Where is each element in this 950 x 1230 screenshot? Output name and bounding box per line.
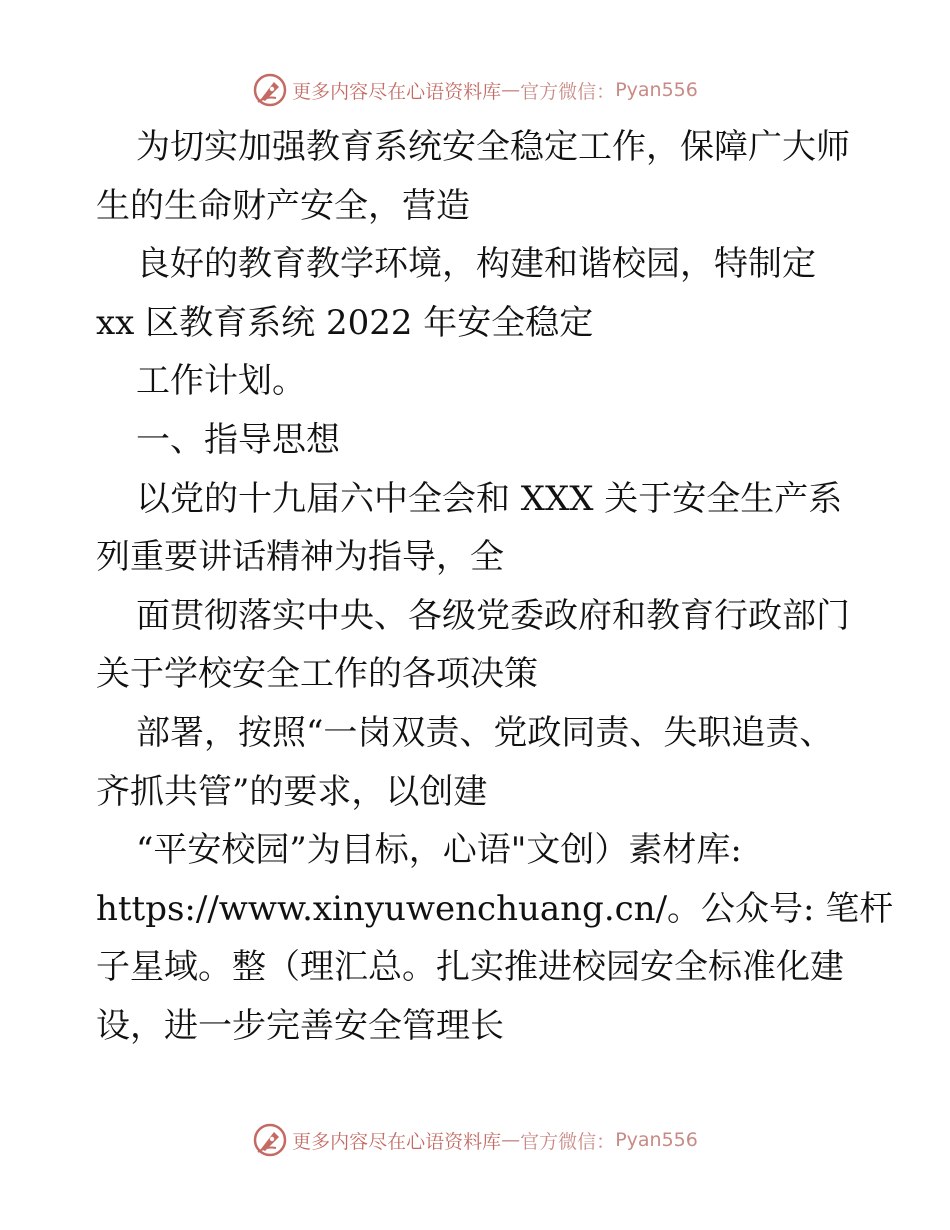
document-line-10: 关于学校安全工作的各项决策	[96, 654, 538, 695]
document-line-4: xx 区教育系统 2022 年安全稳定	[96, 302, 594, 343]
document-line-13: “平安校园”为目标，心语"文创）素材库:	[136, 830, 742, 871]
watermark-wechat-label: 官方微信：	[520, 80, 616, 103]
document-body	[96, 118, 894, 1056]
document-line-1: 为切实加强教育系统安全稳定工作，保障广大师	[136, 127, 850, 167]
pen-nib-logo-icon	[252, 72, 288, 108]
watermark-separator: —	[501, 79, 521, 101]
document-line-11: 部署，按照“一岗双责、党政同责、失职追责、	[136, 712, 834, 753]
watermark-wechat-id: Pyan556	[615, 1129, 698, 1151]
document-line-14: https://www.xinyuwenchuang.cn/。公众号: 笔杆	[96, 888, 894, 929]
watermark-brand-text: 更多内容尽在心语资料库	[292, 80, 502, 103]
watermark-brand-text: 更多内容尽在心语资料库	[292, 1130, 502, 1153]
document-line-2: 生的生命财产安全，营造	[96, 185, 470, 226]
document-line-5: 工作计划。	[136, 361, 306, 402]
watermark-wechat-id: Pyan556	[615, 79, 698, 101]
watermark-footer	[0, 1120, 950, 1160]
section-heading: 一、指导思想	[136, 419, 340, 460]
document-line-8: 列重要讲话精神为指导，全	[96, 537, 504, 578]
document-line-16: 设，进一步完善安全管理长	[96, 1005, 504, 1046]
document-line-15: 子星域。整（理汇总。扎实推进校园安全标准化建	[96, 947, 844, 988]
watermark-header	[0, 70, 950, 110]
document-line-9: 面贯彻落实中央、各级党委政府和教育行政部门	[136, 595, 850, 636]
pen-nib-logo-icon	[252, 1122, 288, 1158]
document-line-3: 良好的教育教学环境，构建和谐校园，特制定	[136, 244, 816, 285]
watermark-wechat-label: 官方微信：	[520, 1130, 616, 1153]
document-line-7: 以党的十九届六中全会和 XXX 关于安全生产系	[136, 478, 843, 519]
watermark-separator: —	[501, 1129, 521, 1151]
document-line-12: 齐抓共管”的要求，以创建	[96, 771, 488, 812]
